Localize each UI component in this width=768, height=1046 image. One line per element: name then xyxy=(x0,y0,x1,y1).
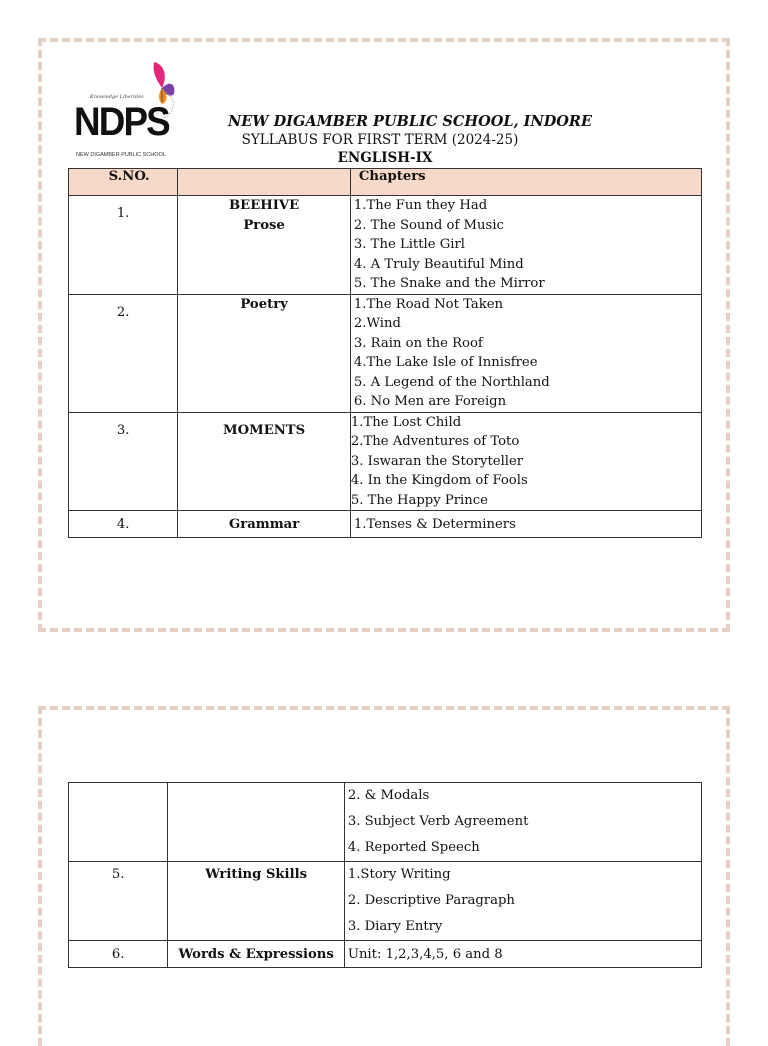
row-section-sub: Prose xyxy=(243,217,285,233)
chapter-item: 3. Rain on the Roof xyxy=(353,335,483,351)
chapter-item: 3. Iswaran the Storyteller xyxy=(350,453,524,469)
chapter-item: 4. A Truly Beautiful Mind xyxy=(353,256,524,272)
table-header-row xyxy=(69,169,702,196)
chapter-item: 1.The Lost Child xyxy=(350,414,462,430)
header-sno: S.NO. xyxy=(69,169,178,196)
chapter-item: 1.Story Writing xyxy=(347,867,451,882)
row-section: Grammar xyxy=(178,511,351,538)
term-title: SYLLABUS FOR FIRST TERM (2024-25) xyxy=(241,132,519,148)
table-row xyxy=(69,511,702,538)
table-row xyxy=(69,941,702,968)
table-row xyxy=(69,412,702,511)
table-row xyxy=(69,294,702,412)
row-sno: 1. xyxy=(116,206,130,221)
row-section: Words & Expressions xyxy=(168,941,344,968)
syllabus-table-page-1 xyxy=(68,168,702,538)
chapter-item: Unit: 1,2,3,4,5, 6 and 8 xyxy=(344,941,701,968)
row-sno: 3. xyxy=(116,422,130,438)
chapter-item: 4.The Lake Isle of Innisfree xyxy=(353,355,538,370)
logo-subtitle: NEW DIGAMBER PUBLIC SCHOOL xyxy=(76,152,166,158)
header-section xyxy=(178,169,351,196)
row-section: BEEHIVE xyxy=(229,198,300,213)
chapter-item: 3. Diary Entry xyxy=(347,919,443,934)
row-sno: 5. xyxy=(111,867,125,882)
logo-letters: NDPS xyxy=(74,100,169,144)
table-row xyxy=(69,862,702,941)
header-chapters: Chapters xyxy=(350,169,701,196)
syllabus-table-page-2 xyxy=(68,782,702,968)
school-logo xyxy=(72,58,182,164)
row-sno xyxy=(69,783,168,862)
row-sno: 2. xyxy=(116,304,130,320)
chapter-item: 5. The Snake and the Mirror xyxy=(353,276,545,291)
table-row xyxy=(69,783,702,862)
row-sno: 6. xyxy=(69,941,168,968)
row-section xyxy=(168,783,344,862)
chapter-item: 5. The Happy Prince xyxy=(350,492,488,508)
chapter-item: 5. A Legend of the Northland xyxy=(353,374,550,390)
chapter-item: 1.Tenses & Determiners xyxy=(350,511,701,538)
chapter-item: 1.The Fun they Had xyxy=(353,198,488,213)
chapter-item: 2.Wind xyxy=(353,316,401,331)
row-section: Poetry xyxy=(240,296,288,312)
chapter-item: 1.The Road Not Taken xyxy=(353,296,504,312)
row-section: MOMENTS xyxy=(223,422,306,438)
chapter-item: 3. Subject Verb Agreement xyxy=(347,814,529,829)
chapter-item: 2. The Sound of Music xyxy=(353,217,504,233)
subject-title: ENGLISH-IX xyxy=(337,150,433,166)
chapter-item: 2. Descriptive Paragraph xyxy=(347,893,515,908)
chapter-item: 6. No Men are Foreign xyxy=(353,394,507,409)
row-section: Writing Skills xyxy=(205,867,308,882)
chapter-item: 3. The Little Girl xyxy=(353,237,466,252)
row-sno: 4. xyxy=(69,511,178,538)
chapter-item: 2.The Adventures of Toto xyxy=(350,434,520,449)
school-name: NEW DIGAMBER PUBLIC SCHOOL, INDORE xyxy=(227,113,593,130)
chapter-item: 4. In the Kingdom of Fools xyxy=(350,473,528,488)
chapter-item: 4. Reported Speech xyxy=(347,840,480,855)
chapter-item: 2. & Modals xyxy=(347,788,430,803)
logo-tagline: Knowledge Liberates xyxy=(90,94,144,100)
table-row xyxy=(69,196,702,295)
